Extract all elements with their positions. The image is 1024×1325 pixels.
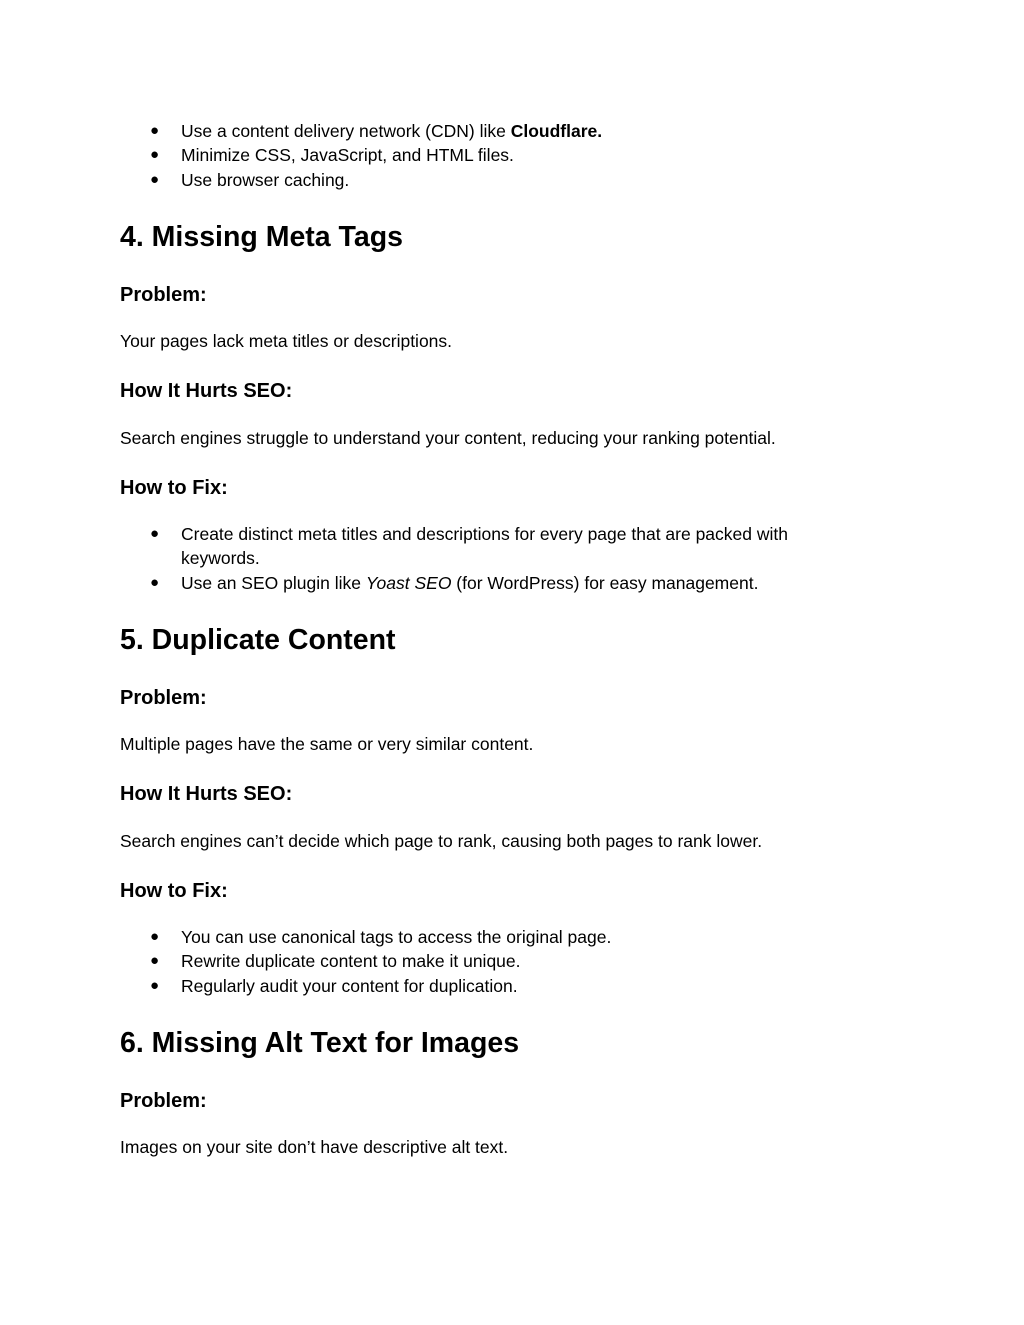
bullet-icon: ● <box>150 952 160 969</box>
list-item-bold-text: Cloudflare. <box>510 121 603 141</box>
bullet-icon: ● <box>150 928 160 945</box>
problem-heading: Problem: <box>120 1090 207 1112</box>
list-item-text: Minimize CSS, JavaScript, and HTML files. <box>181 145 514 165</box>
list-item-text: Rewrite duplicate content to make it unique. <box>181 951 521 971</box>
list-item-text: Create distinct meta titles and descriptions for every page that are packed with <box>181 524 788 544</box>
problem-heading: Problem: <box>120 687 207 709</box>
hurts-text: Search engines struggle to understand your content, reducing your ranking potential. <box>120 428 776 448</box>
fix-heading: How to Fix: <box>120 477 228 499</box>
list-item-text: (for WordPress) for easy management. <box>451 573 759 593</box>
list-item-text: Use a content delivery network (CDN) like <box>181 121 511 141</box>
bullet-icon: ● <box>150 574 160 591</box>
hurts-heading: How It Hurts SEO: <box>120 380 293 402</box>
section-title: 4. Missing Meta Tags <box>120 221 403 253</box>
list-item-text: keywords. <box>181 548 260 568</box>
list-item-italic-text: Yoast SEO <box>365 573 452 593</box>
problem-text: Multiple pages have the same or very similar content. <box>120 734 534 754</box>
problem-text: Images on your site don’t have descriptive alt text. <box>120 1137 509 1157</box>
problem-heading: Problem: <box>120 284 207 306</box>
list-item-text: Use browser caching. <box>181 170 350 190</box>
list-item-text: Regularly audit your content for duplication. <box>181 976 518 996</box>
hurts-text: Search engines can’t decide which page to rank, causing both pages to rank lower. <box>120 831 763 851</box>
bullet-icon: ● <box>150 525 160 542</box>
section-title: 6. Missing Alt Text for Images <box>120 1027 520 1059</box>
section-title: 5. Duplicate Content <box>120 624 396 656</box>
bullet-icon: ● <box>150 171 160 188</box>
fix-heading: How to Fix: <box>120 880 228 902</box>
hurts-heading: How It Hurts SEO: <box>120 783 293 805</box>
problem-text: Your pages lack meta titles or descriptions. <box>120 331 453 351</box>
bullet-icon: ● <box>150 977 160 994</box>
bullet-icon: ● <box>150 146 160 163</box>
bullet-icon: ● <box>150 122 160 139</box>
list-item-text: Use an SEO plugin like <box>181 573 366 593</box>
list-item-text: You can use canonical tags to access the original page. <box>181 927 612 947</box>
